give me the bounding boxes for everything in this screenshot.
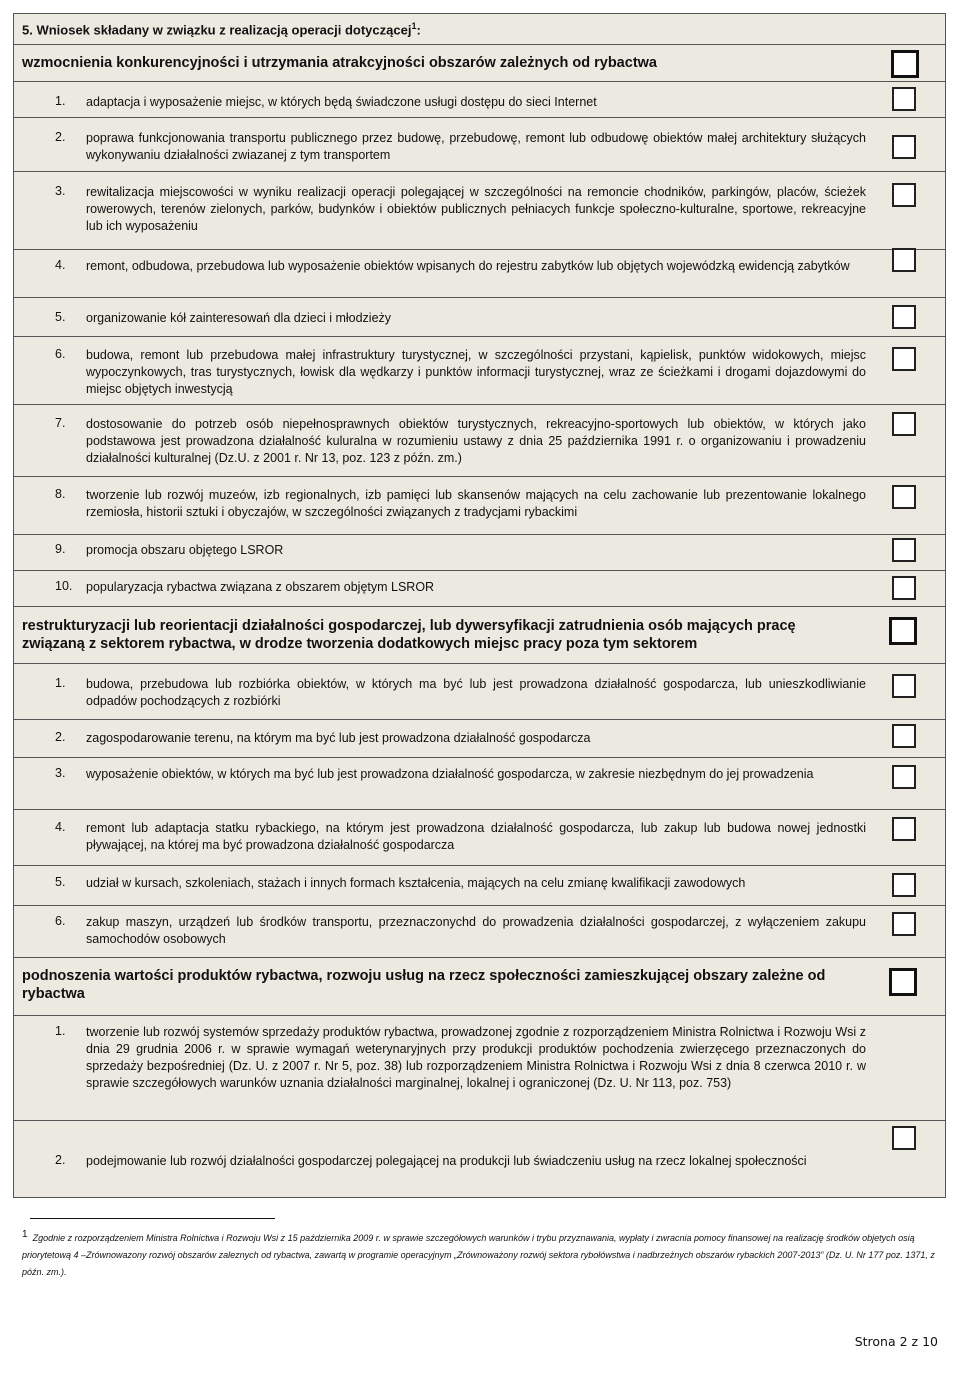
list-item: 1. tworzenie lub rozwój systemów sprzedaży produktów rybactwa, prowadzonej zgodnie z rozporządzeniem Ministra Rolnictwa i Rozwoju Wsi z dnia 29 grudnia 2006 r. w sprawie wymagań weterynaryjnych przy produkcji produktów pochodzenia zwierzęcego przeznaczonych do sprzedaży bezpośredniej (Dz. U. z 2007 r. Nr 5, poz. 38) lub rozporządzeniem Ministra Rolnictwa i Rozwoju Wsi z dnia 8 czerwca 2010 r. w sprawie szczegółowych warunków uznania działalności marginalnej, lokalnej i ograniczonej (Dz. U. Nr 113, poz. 753)	[13, 1016, 946, 1121]
heading-row	[13, 45, 946, 82]
section-header	[13, 13, 946, 45]
checkbox[interactable]	[892, 412, 916, 436]
list-item: 2. podejmowanie lub rozwój działalności gospodarczej polegającej na produkcji lub świadczeniu usług na rzecz lokalnej społeczności	[55, 1153, 807, 1168]
section-title: 5. Wniosek składany w związku z realizacją operacji dotyczącej$^1$:	[22, 21, 421, 38]
list-item: 10. popularyzacja rybactwa związana z obszarem objętym LSROR	[13, 571, 946, 607]
list-item: 6. zakup maszyn, urządzeń lub środków transportu, przeznaczonychd do prowadzenia działalności gospodarczej, z wyłączeniem zakupu samochodów osobowych	[13, 906, 946, 958]
checkbox[interactable]	[892, 183, 916, 207]
section-heading: podnoszenia wartości produktów rybactwa, rozwoju usług na rzecz społeczności zamieszkującej obszary zależne od rybactwa	[22, 968, 826, 1002]
checkbox-section-c[interactable]	[889, 968, 917, 996]
list-item: 5. udział w kursach, szkoleniach, stażach i innych formach kształcenia, mających na celu zmianę kwalifikacji zawodowych	[13, 866, 946, 906]
list-item: 5. organizowanie kół zainteresowań dla dzieci i młodzieży	[13, 298, 946, 337]
list-item: 3. wyposażenie obiektów, w których ma być lub jest prowadzona działalność gospodarcza, w zakresie niezbędnym do jej prowadzenia	[13, 758, 946, 810]
checkbox[interactable]	[892, 87, 916, 111]
checkbox[interactable]	[892, 485, 916, 509]
list-item: 6. budowa, remont lub przebudowa małej infrastruktury turystycznej, w szczególności przystani, kąpielisk, punktów widokowych, miejsc wypoczynkowych, tras turystycznych, łowisk dla wędkarzy i punktów informacji turystycznej, wraz ze ścieżkami i drogami dojazdowymi do miejsc objętych inwestycją	[13, 337, 946, 405]
checkbox[interactable]	[892, 305, 916, 329]
list-item: 4. remont, odbudowa, przebudowa lub wyposażenie obiektów wpisanych do rejestru zabytków lub objętych wojewódzką ewidencją zabytków	[13, 250, 946, 298]
checkbox[interactable]	[892, 724, 916, 748]
footnote-separator	[30, 1218, 275, 1219]
list-item: 8. tworzenie lub rozwój muzeów, izb regionalnych, izb pamięci lub skansenów mających na celu zachowanie lub prezentowanie lokalnego rzemiosła, historii sztuki i obyczajów, w szczególności związanych z tradycjami rybackimi	[13, 477, 946, 535]
checkbox[interactable]	[892, 538, 916, 562]
checkbox[interactable]	[892, 576, 916, 600]
list-item: 2. zagospodarowanie terenu, na którym ma być lub jest prowadzona działalność gospodarcza	[13, 720, 946, 758]
list-item: 4. remont lub adaptacja statku rybackiego, na którym jest prowadzona działalność gospodarcza, lub zakup lub budowa nowej jednostki pływającej, na której ma być prowadzona działalność gospodarcza	[13, 810, 946, 866]
checkbox[interactable]	[892, 873, 916, 897]
checkbox[interactable]	[892, 248, 916, 272]
checkbox[interactable]	[892, 347, 916, 371]
list-item: 2. poprawa funkcjonowania transportu publicznego przez budowę, przebudowę, remont lub odbudowę obiektów małej architektury służących wykonywaniu działalności zwiazanej z tym transportem	[13, 118, 946, 172]
list-item: 7. dostosowanie do potrzeb osób niepełnosprawnych obiektów turystycznych, rekreacyjno-sportowych lub obiektów, w których jako podstawowa jest prowadzona działalność kuluralna w rozumieniu ustawy z dnia 25 października 1991 r. o organizowaniu i prowadzeniu działalności kulturalnej (Dz.U. z 2001 r. Nr 13, poz. 123 z późn. zm.)	[13, 405, 946, 477]
checkbox[interactable]	[892, 765, 916, 789]
footnote: $^1$ Zgodnie z rozporządzeniem Ministra Rolnictwa i Rozwoju Wsi z 15 października 2009 r. w sprawie szczegółowych warunków i trybu przyznawania, wypłaty i zwracnia pomocy finansowej na realizację środków objetych osią priorytetową 4 –Zrównowazony rozwój obszarów zaleznych od rybactwa, zawartą w programie operacyjnym „Zrównoważony rozwój sektora rybołówstwa i nadbrzeżnych obszarów rybackich 2007-2013” (Dz. U. Nr 177 poz. 1371, z późn. zm.).	[22, 1229, 935, 1277]
checkbox[interactable]	[892, 674, 916, 698]
section-heading: wzmocnienia konkurencyjności i utrzymania atrakcyjności obszarów zależnych od rybactwa	[22, 55, 657, 71]
list-item: 3. rewitalizacja miejscowości w wyniku realizacji operacji polegającej w szczególności na remoncie chodników, parkingów, placów, ścieżek rowerowych, terenów zielonych, parków, budynków i obiektów publicznych pełniacych funkcje społeczno-kulturalne, sportowe, rekreacyjne lub ich wyposażeniu	[13, 172, 946, 250]
list-item: 1. adaptacja i wyposażenie miejsc, w których będą świadczone usługi dostępu do sieci Internet	[13, 82, 946, 118]
checkbox[interactable]	[892, 135, 916, 159]
checkbox[interactable]	[892, 817, 916, 841]
checkbox[interactable]	[892, 912, 916, 936]
checkbox-section-a[interactable]	[891, 50, 919, 78]
list-item: 1. budowa, przebudowa lub rozbiórka obiektów, w których ma być lub jest prowadzona działalność gospodarcza, lub unieszkodliwianie odpadów pochodzących z rozbiórki	[13, 664, 946, 720]
heading-row	[13, 958, 946, 1016]
checkbox-section-b[interactable]	[889, 617, 917, 645]
list-item: 9. promocja obszaru objętego LSROR	[13, 535, 946, 571]
heading-row	[13, 607, 946, 664]
page-number: Strona 2 z 10	[854, 1334, 938, 1349]
section-heading: restrukturyzacji lub reorientacji działalności gospodarczej, lub dywersyfikacji zatrudnienia osób mających pracę związaną z sektorem rybactwa, w drodze tworzenia dodatkowych miejsc pracy poza tym sektorem	[22, 618, 796, 652]
checkbox[interactable]	[892, 1126, 916, 1150]
